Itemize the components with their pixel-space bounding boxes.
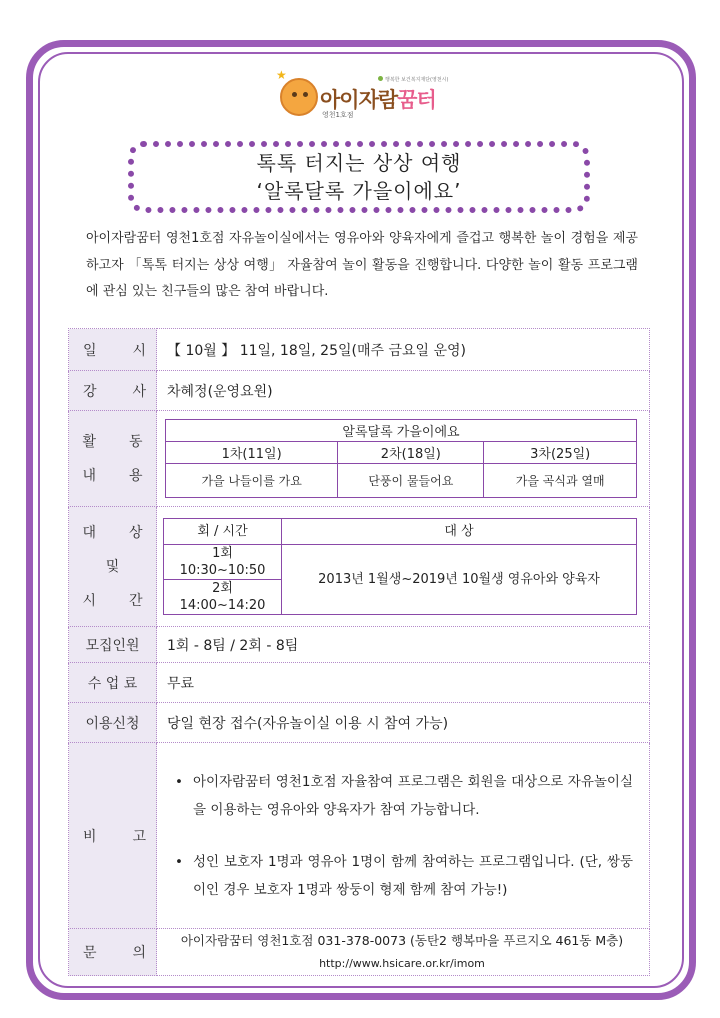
bullet-icon: • (175, 853, 183, 870)
activity-row (69, 411, 650, 507)
contact-row (69, 929, 650, 976)
activity-session: 2차(18일) (338, 442, 484, 464)
logo (276, 68, 466, 122)
activity-content (157, 411, 650, 507)
recruit-value: 1회 - 8팀 / 2회 - 8팀 (157, 627, 650, 663)
target-round-1: 1회 10:30~10:50 (164, 545, 282, 580)
logo-org: 행복한 보건복지재단(영천시) (378, 76, 448, 83)
title-box (128, 141, 590, 213)
target-content (157, 507, 650, 627)
schedule-label: 일 시 (69, 329, 157, 371)
remark-item: • 아이자람꿈터 영천1호점 자율참여 프로그램은 회원을 대상으로 자유놀이실을 이용하는 영유아와 양육자가 참여 가능합니다. (175, 768, 633, 824)
remarks-row (69, 743, 650, 929)
activity-session: 1차(11일) (166, 442, 338, 464)
instructor-value: 차혜정(운영요원) (157, 371, 650, 411)
logo-name: 아이자람꿈터 (320, 88, 436, 112)
intro-paragraph: 아이자람꿈터 영천1호점 자유놀이실에서는 영유아와 양육자에게 즐겁고 행복한 놀이 경험을 제공하고자 「톡톡 터지는 상상 여행」 자율참여 놀이 활동을 진행합니다. 다양한 놀이 활동 프로그램에 관심 있는 친구들의 많은 참여 바랍니다. (86, 231, 638, 299)
fee-value: 무료 (157, 663, 650, 703)
child-face-icon (280, 78, 318, 116)
contact-content (157, 929, 650, 976)
activity-topic: 가을 곡식과 열매 (484, 464, 637, 498)
target-col-audience-header: 대 상 (282, 519, 637, 545)
activity-table (165, 419, 637, 498)
info-table (68, 328, 650, 976)
recruit-label: 모집인원 (69, 627, 157, 663)
contact-url[interactable]: http://www.hsicare.or.kr/imom (319, 957, 485, 970)
title-line1: 톡톡 터지는 상상 여행 (256, 151, 462, 175)
star-icon: ★ (276, 68, 287, 82)
target-table (163, 518, 637, 615)
activity-label: 활 동 내 용 (69, 411, 157, 507)
target-col-time-header: 회 / 시간 (164, 519, 282, 545)
remark-item: • 성인 보호자 1명과 영유아 1명이 함께 참여하는 프로그램입니다. (단, 쌍둥이인 경우 보호자 1명과 쌍둥이 형제 함께 참여 가능!) (175, 848, 633, 904)
contact-label: 문 의 (69, 929, 157, 976)
logo-branch: 영천1호점 (322, 111, 354, 119)
activity-header: 알록달록 가을이에요 (166, 420, 637, 442)
target-round-2: 2회 14:00~14:20 (164, 580, 282, 615)
fee-row (69, 663, 650, 703)
schedule-value: 【 10월 】 11일, 18일, 25일(매주 금요일 운영) (157, 329, 650, 371)
fee-label: 수 업 료 (69, 663, 157, 703)
activity-topic: 가을 나들이를 가요 (166, 464, 338, 498)
contact-info: 아이자람꿈터 영천1호점 031-378-0073 (동탄2 행복마을 푸르지오 461동 M층) (180, 933, 624, 948)
remarks-label: 비 고 (69, 743, 157, 929)
remarks-content (157, 743, 650, 929)
target-row (69, 507, 650, 627)
recruit-row (69, 627, 650, 663)
instructor-row (69, 371, 650, 411)
activity-topic: 단풍이 물들어요 (338, 464, 484, 498)
instructor-label: 강 사 (69, 371, 157, 411)
activity-session: 3차(25일) (484, 442, 637, 464)
title-line2: ‘알록달록 가을이에요’ (256, 179, 462, 203)
schedule-row (69, 329, 650, 371)
apply-row (69, 703, 650, 743)
target-audience: 2013년 1월생~2019년 10월생 영유아와 양육자 (282, 545, 637, 615)
target-label: 대 상 및 시 간 (69, 507, 157, 627)
apply-value: 당일 현장 접수(자유놀이실 이용 시 참여 가능) (157, 703, 650, 743)
apply-label: 이용신청 (69, 703, 157, 743)
bullet-icon: • (175, 773, 183, 790)
